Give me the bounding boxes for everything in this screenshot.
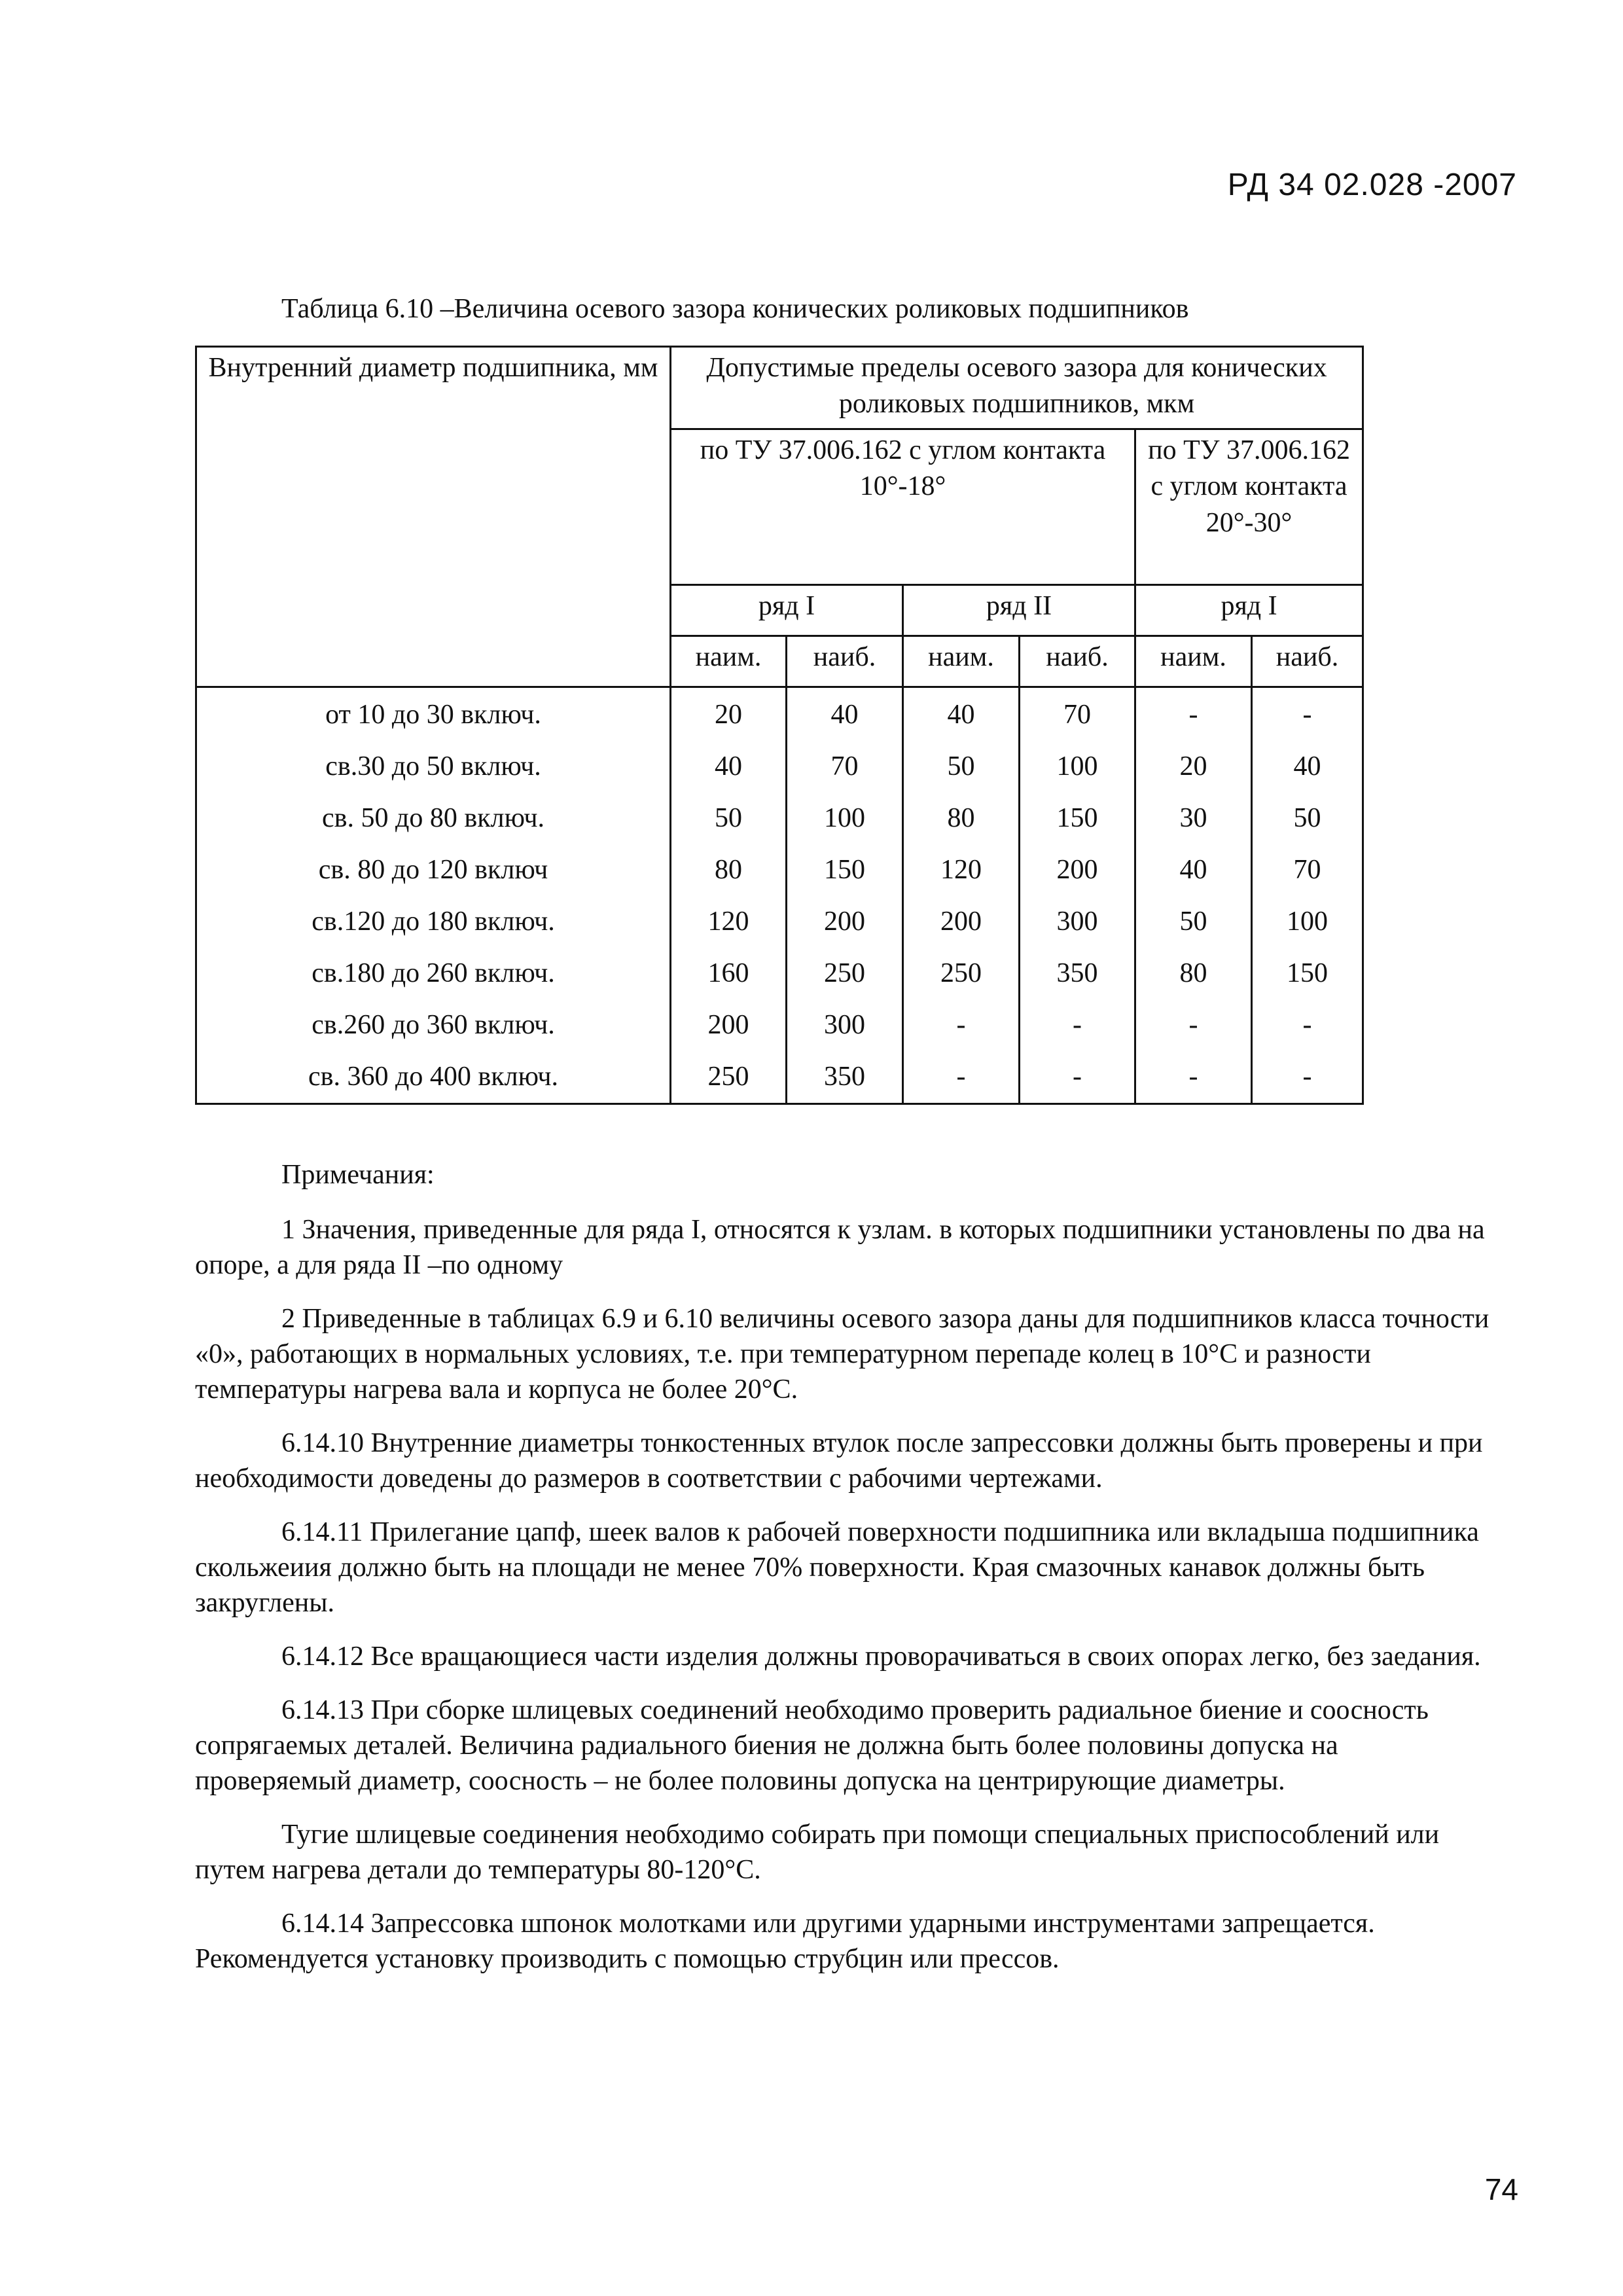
header-group-10-18: по ТУ 37.006.162 с углом контакта 10°-18°	[671, 429, 1135, 585]
table-cell: 50	[1252, 793, 1363, 844]
note-1: 1 Значения, приведенные для ряда I, относятся к узлам. в которых подшипники установлены по два на опоре, а для ряда II –по одному	[195, 1215, 1485, 1280]
table-row	[196, 741, 1363, 793]
table-cell: 50	[903, 741, 1020, 793]
header-clearance-limits: Допустимые пределы осевого зазора для конических роликовых подшипников, мкм	[671, 347, 1363, 429]
header-min: наим.	[903, 636, 1020, 687]
table-cell: -	[903, 1051, 1020, 1104]
table-cell: 150	[787, 844, 903, 896]
table-cell: 100	[1252, 896, 1363, 948]
table-cell: -	[1020, 1051, 1135, 1104]
table-cell: -	[1252, 1051, 1363, 1104]
header-max: наиб.	[1252, 636, 1363, 687]
table-cell: 200	[787, 896, 903, 948]
table-cell: св.260 до 360 включ.	[196, 999, 671, 1051]
table-cell: св.180 до 260 включ.	[196, 948, 671, 999]
table-cell: -	[1252, 999, 1363, 1051]
header-max: наиб.	[1020, 636, 1135, 687]
table-cell: -	[1135, 1051, 1252, 1104]
table-row	[196, 1051, 1363, 1104]
table-cell: 70	[1020, 687, 1135, 742]
table-cell: 70	[1252, 844, 1363, 896]
notes-title: Примечания:	[281, 1160, 435, 1190]
table-cell: 250	[787, 948, 903, 999]
table-cell: -	[1135, 999, 1252, 1051]
table-cell: 80	[671, 844, 787, 896]
table-cell: 40	[787, 687, 903, 742]
table-cell: 250	[903, 948, 1020, 999]
table-cell: -	[1252, 687, 1363, 742]
table-row	[196, 844, 1363, 896]
table-cell: св.120 до 180 включ.	[196, 896, 671, 948]
table-cell: 350	[1020, 948, 1135, 999]
paragraph-6-14-13: 6.14.13 При сборке шлицевых соединений необходимо проверить радиальное биение и соосность сопрягаемых деталей. Величина радиального биения не должна быть более половины допуска на проверяемый диаметр, соосность – не более половины допуска на центрирующие диаметры.	[195, 1695, 1429, 1796]
table-cell: -	[1020, 999, 1135, 1051]
table-cell: 350	[787, 1051, 903, 1104]
table-cell: -	[1135, 687, 1252, 742]
header-group-20-30: по ТУ 37.006.162 с углом контакта 20°-30°	[1135, 429, 1363, 585]
table-cell: 200	[1020, 844, 1135, 896]
table-caption: Таблица 6.10 –Величина осевого зазора конических роликовых подшипников	[281, 294, 1189, 324]
table-cell: 80	[1135, 948, 1252, 999]
table-cell: 150	[1252, 948, 1363, 999]
table-cell: 40	[1252, 741, 1363, 793]
page-number: 74	[1484, 2172, 1518, 2206]
axial-clearance-table	[195, 346, 1364, 1105]
table-cell: 40	[1135, 844, 1252, 896]
table-cell: от 10 до 30 включ.	[196, 687, 671, 742]
paragraph-6-14-12: 6.14.12 Все вращающиеся части изделия должны проворачиваться в своих опорах легко, без заедания.	[281, 1641, 1481, 1672]
paragraph-6-14-11: 6.14.11 Прилегание цапф, шеек валов к рабочей поверхности подшипника или вкладыша подшипника скольжеиия должно быть на площади не менее 70% поверхности. Края смазочных канавок должны быть закруглены.	[195, 1517, 1479, 1618]
table-cell: св. 80 до 120 включ	[196, 844, 671, 896]
table-cell: 50	[1135, 896, 1252, 948]
table-row	[196, 896, 1363, 948]
table-cell: 300	[787, 999, 903, 1051]
table-cell: 50	[671, 793, 787, 844]
header-min: наим.	[1135, 636, 1252, 687]
table-cell: 100	[787, 793, 903, 844]
table-cell: 160	[671, 948, 787, 999]
table-cell: 200	[671, 999, 787, 1051]
notes-section	[195, 1157, 1499, 1977]
table-cell: 120	[903, 844, 1020, 896]
table-cell: 70	[787, 741, 903, 793]
table-cell: 100	[1020, 741, 1135, 793]
table-cell: 250	[671, 1051, 787, 1104]
header-inner-diameter: Внутренний диаметр подшипника, мм	[196, 347, 671, 687]
document-code: РД 34 02.028 -2007	[1227, 168, 1517, 202]
table-cell: св.30 до 50 включ.	[196, 741, 671, 793]
table-cell: 80	[903, 793, 1020, 844]
header-row-2: ряд II	[903, 585, 1135, 636]
table-cell: св. 360 до 400 включ.	[196, 1051, 671, 1104]
note-2: 2 Приведенные в таблицах 6.9 и 6.10 величины осевого зазора даны для подшипников класса точности «0», работающих в нормальных условиях, т.е. при температурном перепаде колец в 10°С и разности температуры нагрева вала и корпуса не более 20°С.	[195, 1304, 1489, 1405]
table-cell: 300	[1020, 896, 1135, 948]
table-cell: 40	[671, 741, 787, 793]
table-cell: 150	[1020, 793, 1135, 844]
header-row-1: ряд I	[671, 585, 903, 636]
table-row	[196, 793, 1363, 844]
header-max: наиб.	[787, 636, 903, 687]
paragraph-6-14-14: 6.14.14 Запрессовка шпонок молотками или другими ударными инструментами запрещается. Рекомендуется установку производить с помощью струбцин или прессов.	[195, 1909, 1375, 1974]
table-row	[196, 948, 1363, 999]
table-cell: 200	[903, 896, 1020, 948]
table-cell: -	[903, 999, 1020, 1051]
table-cell: 20	[671, 687, 787, 742]
table-cell: св. 50 до 80 включ.	[196, 793, 671, 844]
paragraph-6-14-13-continued: Тугие шлицевые соединения необходимо собирать при помощи специальных приспособлений или путем нагрева детали до температуры 80-120°С.	[195, 1820, 1440, 1885]
header-min: наим.	[671, 636, 787, 687]
table-cell: 20	[1135, 741, 1252, 793]
table-cell: 30	[1135, 793, 1252, 844]
table-cell: 40	[903, 687, 1020, 742]
header-row-1b: ряд I	[1135, 585, 1363, 636]
table-row	[196, 999, 1363, 1051]
table-row	[196, 687, 1363, 742]
paragraph-6-14-10: 6.14.10 Внутренние диаметры тонкостенных втулок после запрессовки должны быть проверены и при необходимости доведены до размеров в соответствии с рабочими чертежами.	[195, 1428, 1483, 1494]
table-cell: 120	[671, 896, 787, 948]
